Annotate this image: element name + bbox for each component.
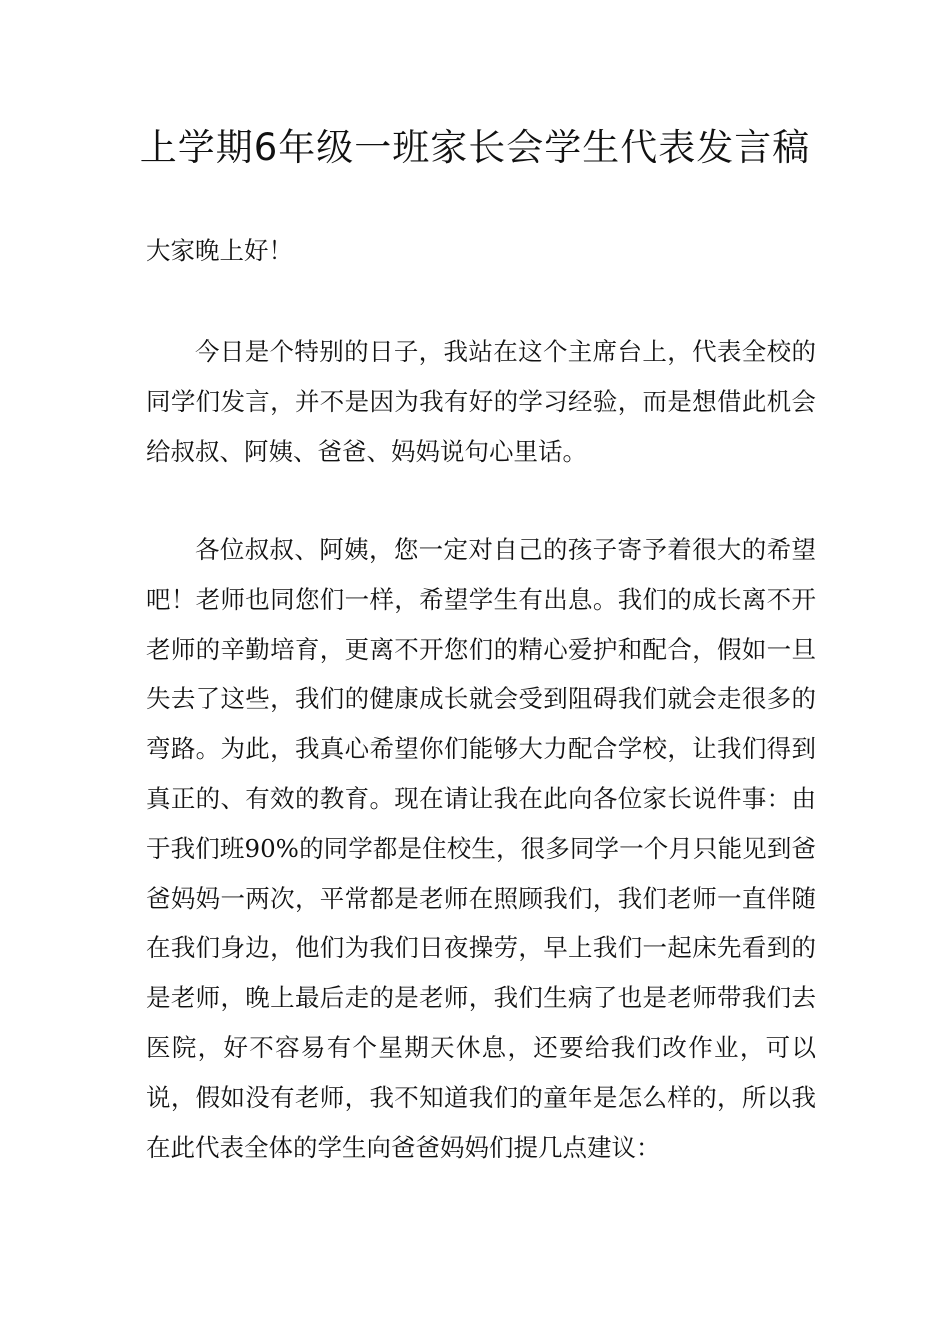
document-title: 上学期6年级一班家长会学生代表发言稿 (139, 126, 811, 169)
paragraph-1: 今日是个特别的日子，我站在这个主席台上，代表全校的同学们发言，并不是因为我有好的学习经验，而是想借此机会给叔叔、阿姨、爸爸、妈妈说句心里话。 (146, 337, 816, 466)
greeting-line: 大家晚上好！ (146, 236, 293, 265)
paragraph-2: 各位叔叔、阿姨，您一定对自己的孩子寄予着很大的希望吧！老师也同您们一样，希望学生有出息。我们的成长离不开老师的辛勤培育，更离不开您们的精心爱护和配合，假如一旦失去了这些，我们的健康成长就会受到阻碍我们就会走很多的弯路。为此，我真心希望你们能够大力配合学校，让我们得到真正的、有效的教育。现在请让我在此向各位家长说件事：由于我们班90%的同学都是住校生，很多同学一个月只能见到爸爸妈妈一两次，平常都是老师在照顾我们，我们老师一直伴随在我们身边，他们为我们日夜操劳，早上我们一起床先看到的是老师，晚上最后走的是老师，我们生病了也是老师带我们去医院，好不容易有个星期天休息，还要给我们改作业，可以说，假如没有老师，我不知道我们的童年是怎么样的，所以我在此代表全体的学生向爸爸妈妈们提几点建议： (146, 535, 816, 1162)
